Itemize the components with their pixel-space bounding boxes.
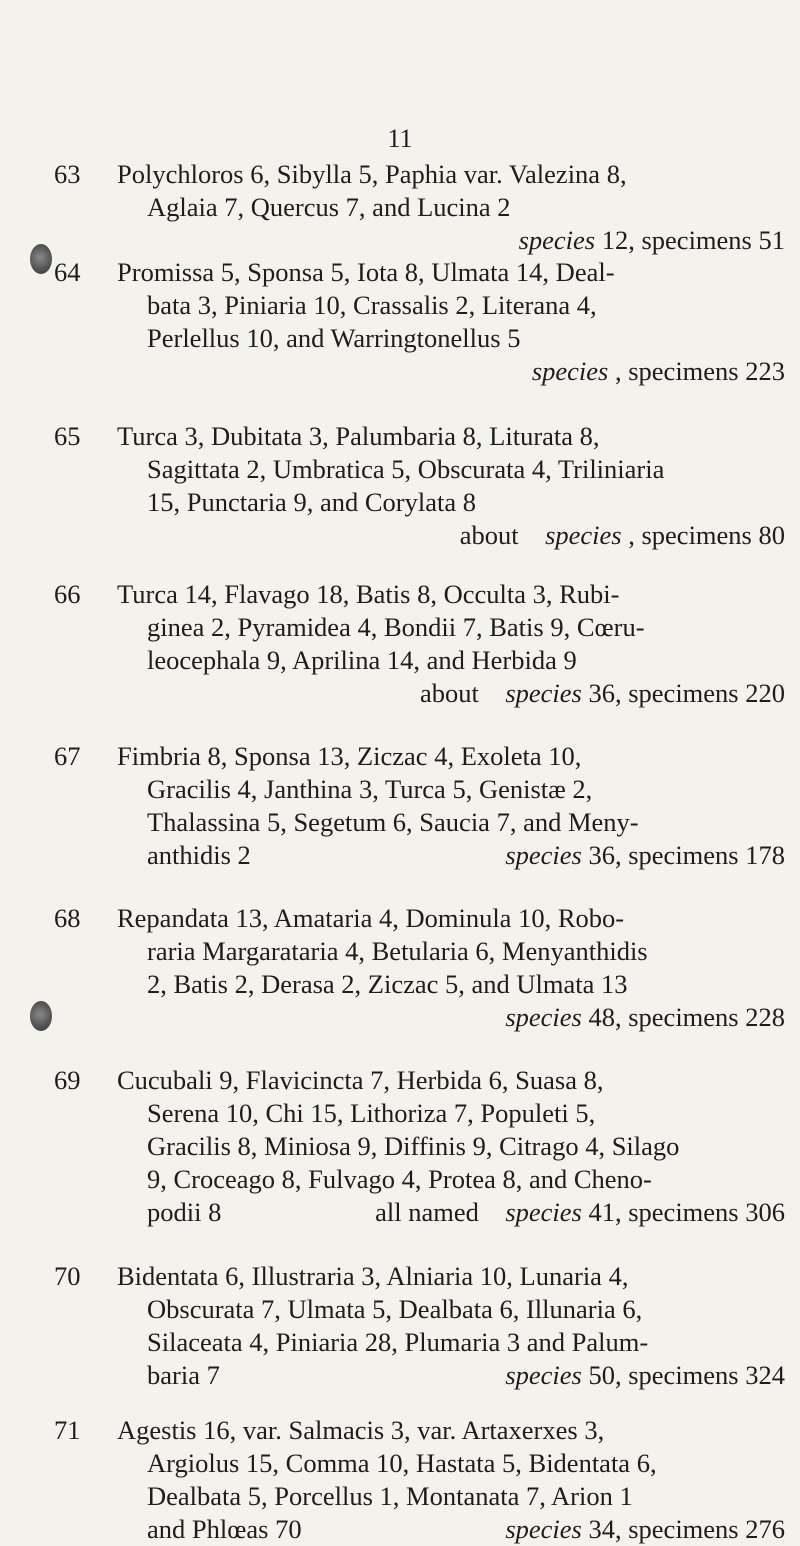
lot-number: 63 [54, 159, 81, 189]
page-number: 11 [387, 124, 413, 153]
lot-line: Turca 3, Dubitata 3, Palumbaria 8, Liturata 8, [117, 421, 600, 451]
tally-word: species [505, 678, 582, 708]
tally-prefix: about [459, 520, 519, 550]
tally-prefix: about [419, 678, 479, 708]
lot-line: ginea 2, Pyramidea 4, Bondii 7, Batis 9, Cœru- [147, 612, 645, 642]
tally-word: species [505, 1002, 582, 1032]
lot-description [117, 158, 797, 257]
lot-number: 71 [54, 1415, 81, 1445]
species-count [420, 678, 785, 708]
lot-tally [117, 1196, 797, 1229]
lot-line: Polychloros 6, Sibylla 5, Paphia var. Valezina 8, [117, 159, 627, 189]
tally-prefix: all named [375, 1197, 479, 1227]
lot-number: 70 [54, 1261, 81, 1291]
species-count [505, 1359, 785, 1392]
species-count [505, 1513, 785, 1546]
lot-line: Cucubali 9, Flavicincta 7, Herbida 6, Suasa 8, [117, 1065, 604, 1095]
species-count [375, 1196, 785, 1229]
lot-line: Aglaia 7, Quercus 7, and Lucina 2 [147, 192, 511, 222]
lot-line: Agestis 16, var. Salmacis 3, var. Artaxerxes 3, [117, 1415, 605, 1445]
tally-count: , specimens 80 [628, 520, 785, 550]
binding-hole [30, 244, 52, 274]
lot-line: Dealbata 5, Porcellus 1, Montanata 7, Arion 1 [147, 1481, 633, 1511]
lot-number: 66 [54, 579, 81, 609]
tally-word: species [531, 356, 609, 386]
lot-last-line: podii 8 [147, 1197, 222, 1227]
lot-tally [117, 1513, 797, 1546]
lot-last-line: baria 7 [147, 1360, 220, 1390]
lot-line: Gracilis 4, Janthina 3, Turca 5, Genistæ 2, [147, 774, 593, 804]
tally-count: 36, specimens 178 [588, 840, 785, 870]
species-count [460, 520, 785, 550]
lot-number: 68 [54, 903, 81, 933]
tally-count: 36, specimens 220 [588, 678, 785, 708]
tally-count: 12, specimens 51 [601, 225, 785, 255]
tally-count: 50, specimens 324 [588, 1360, 785, 1390]
lot-line: Thalassina 5, Segetum 6, Saucia 7, and Meny- [147, 807, 639, 837]
lot-line: bata 3, Piniaria 10, Crassalis 2, Literana 4, [147, 290, 597, 320]
lot-line: Promissa 5, Sponsa 5, Iota 8, Ulmata 14, Deal- [117, 257, 615, 287]
tally-word: species [518, 225, 596, 255]
tally-word: species [505, 1197, 582, 1227]
lot-tally [117, 519, 797, 552]
lot-tally [117, 355, 797, 388]
lot-description [117, 740, 797, 872]
species-count [505, 1002, 785, 1032]
tally-word: species [505, 1360, 582, 1390]
lot-line: 2, Batis 2, Derasa 2, Ziczac 5, and Ulmata 13 [147, 969, 628, 999]
lot-tally [117, 677, 797, 710]
tally-word: species [545, 520, 622, 550]
lot-description [117, 1064, 797, 1229]
lot-number: 67 [54, 741, 81, 771]
species-count [532, 356, 785, 386]
lot-number: 65 [54, 421, 81, 451]
lot-tally [117, 1359, 797, 1392]
lot-tally [117, 224, 797, 257]
lot-description [117, 902, 797, 1034]
lot-number: 69 [54, 1065, 81, 1095]
species-count [519, 225, 785, 255]
tally-word: species [505, 1514, 582, 1544]
lot-description [117, 420, 797, 552]
lot-line: Argiolus 15, Comma 10, Hastata 5, Bidentata 6, [147, 1448, 657, 1478]
lot-line: leocephala 9, Aprilina 14, and Herbida 9 [147, 645, 577, 675]
lot-line: Repandata 13, Amataria 4, Dominula 10, Robo- [117, 903, 625, 933]
lot-line: Serena 10, Chi 15, Lithoriza 7, Populeti 5, [147, 1098, 596, 1128]
tally-count: 34, specimens 276 [588, 1514, 785, 1544]
lot-description [117, 1414, 797, 1546]
lot-line: Sagittata 2, Umbratica 5, Obscurata 4, Triliniaria [147, 454, 665, 484]
tally-count: 41, specimens 306 [588, 1197, 785, 1227]
lot-line: 15, Punctaria 9, and Corylata 8 [147, 487, 476, 517]
lot-description [117, 578, 797, 710]
lot-line: Bidentata 6, Illustraria 3, Alniaria 10, Lunaria 4, [117, 1261, 629, 1291]
lot-description [117, 256, 797, 388]
lot-line: Turca 14, Flavago 18, Batis 8, Occulta 3, Rubi- [117, 579, 620, 609]
lot-line: Obscurata 7, Ulmata 5, Dealbata 6, Illunaria 6, [147, 1294, 643, 1324]
lot-last-line: anthidis 2 [147, 840, 251, 870]
lot-line: raria Margarataria 4, Betularia 6, Menyanthidis [147, 936, 648, 966]
lot-tally [117, 839, 797, 872]
lot-line: Silaceata 4, Piniaria 28, Plumaria 3 and Palum- [147, 1327, 649, 1357]
lot-line: Perlellus 10, and Warringtonellus 5 [147, 323, 521, 353]
tally-count: , specimens 223 [614, 356, 785, 386]
lot-tally [117, 1001, 797, 1034]
species-count [505, 839, 785, 872]
binding-hole [30, 1001, 52, 1031]
lot-number: 64 [54, 257, 81, 287]
lot-line: Fimbria 8, Sponsa 13, Ziczac 4, Exoleta 10, [117, 741, 582, 771]
lot-line: 9, Croceago 8, Fulvago 4, Protea 8, and Cheno- [147, 1164, 652, 1194]
lot-last-line: and Phlœas 70 [147, 1514, 302, 1544]
lot-description [117, 1260, 797, 1392]
tally-count: 48, specimens 228 [588, 1002, 785, 1032]
tally-word: species [505, 840, 582, 870]
lot-line: Gracilis 8, Miniosa 9, Diffinis 9, Citrago 4, Silago [147, 1131, 680, 1161]
